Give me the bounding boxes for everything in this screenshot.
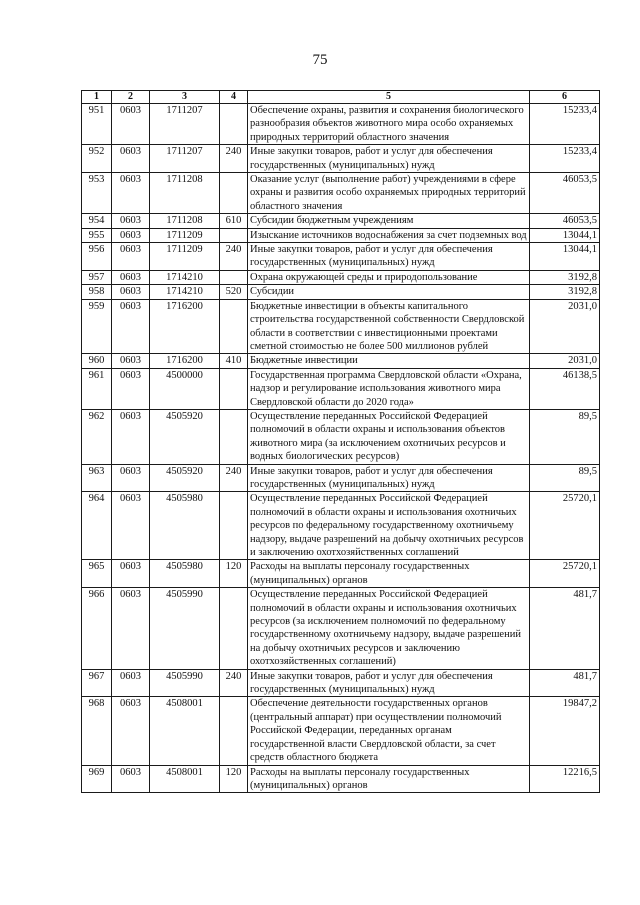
amount: 3192,8 — [530, 270, 600, 284]
table-row — [82, 285, 600, 299]
amount: 13044,1 — [530, 228, 600, 242]
expense-name: Оказание услуг (выполнение работ) учреждениями в сфере охраны и развития особо охраняемых природных территорий областного значения — [248, 173, 530, 214]
section-code: 0603 — [112, 354, 150, 368]
amount: 12216,5 — [530, 765, 600, 793]
section-code: 0603 — [112, 243, 150, 271]
table-row — [82, 299, 600, 354]
section-code: 0603 — [112, 492, 150, 560]
row-number: 956 — [82, 243, 112, 271]
expense-type-code: 240 — [220, 464, 248, 492]
budget-table — [81, 90, 600, 793]
row-number: 955 — [82, 228, 112, 242]
table-row — [82, 354, 600, 368]
target-article-code: 4505990 — [150, 588, 220, 669]
page-number: 75 — [312, 52, 328, 68]
row-number: 966 — [82, 588, 112, 669]
table-row — [82, 588, 600, 669]
expense-type-code — [220, 409, 248, 464]
expense-name: Государственная программа Свердловской области «Охрана, надзор и регулирование использования животного мира Свердловской области до 2020 года» — [248, 368, 530, 409]
target-article-code: 4505990 — [150, 669, 220, 697]
row-number: 961 — [82, 368, 112, 409]
row-number: 963 — [82, 464, 112, 492]
row-number: 959 — [82, 299, 112, 354]
target-article-code: 4508001 — [150, 697, 220, 765]
section-code: 0603 — [112, 228, 150, 242]
expense-name: Охрана окружающей среды и природопользование — [248, 270, 530, 284]
expense-name: Осуществление переданных Российской Федерацией полномочий в области охраны и использования охотничьих ресурсов (за исключением полномочий по федеральному государственному охотничьему надзору, выдаче разрешений на добычу охотничьих ресурсов и заключению охотхозяйственных соглашений) — [248, 588, 530, 669]
amount: 46138,5 — [530, 368, 600, 409]
column-header: 1 — [82, 91, 112, 104]
table-row — [82, 697, 600, 765]
column-header: 3 — [150, 91, 220, 104]
section-code: 0603 — [112, 368, 150, 409]
section-code: 0603 — [112, 285, 150, 299]
row-number: 960 — [82, 354, 112, 368]
amount: 15233,4 — [530, 145, 600, 173]
expense-name: Бюджетные инвестиции — [248, 354, 530, 368]
target-article-code: 4500000 — [150, 368, 220, 409]
expense-name: Иные закупки товаров, работ и услуг для обеспечения государственных (муниципальных) нужд — [248, 243, 530, 271]
target-article-code: 1711208 — [150, 173, 220, 214]
section-code: 0603 — [112, 697, 150, 765]
target-article-code: 4505920 — [150, 464, 220, 492]
section-code: 0603 — [112, 464, 150, 492]
table-row — [82, 173, 600, 214]
target-article-code: 1711209 — [150, 228, 220, 242]
table-row — [82, 145, 600, 173]
table-row — [82, 214, 600, 228]
expense-type-code — [220, 588, 248, 669]
expense-type-code — [220, 492, 248, 560]
row-number: 952 — [82, 145, 112, 173]
column-header: 6 — [530, 91, 600, 104]
amount: 2031,0 — [530, 299, 600, 354]
row-number: 957 — [82, 270, 112, 284]
target-article-code: 4505920 — [150, 409, 220, 464]
table-row — [82, 492, 600, 560]
section-code: 0603 — [112, 560, 150, 588]
section-code: 0603 — [112, 270, 150, 284]
amount: 46053,5 — [530, 214, 600, 228]
target-article-code: 4505980 — [150, 492, 220, 560]
amount: 25720,1 — [530, 560, 600, 588]
row-number: 962 — [82, 409, 112, 464]
section-code: 0603 — [112, 104, 150, 145]
target-article-code: 1711207 — [150, 104, 220, 145]
expense-type-code: 120 — [220, 765, 248, 793]
row-number: 958 — [82, 285, 112, 299]
amount: 19847,2 — [530, 697, 600, 765]
section-code: 0603 — [112, 765, 150, 793]
expense-type-code: 240 — [220, 243, 248, 271]
expense-type-code: 520 — [220, 285, 248, 299]
amount: 15233,4 — [530, 104, 600, 145]
amount: 481,7 — [530, 669, 600, 697]
section-code: 0603 — [112, 145, 150, 173]
expense-name: Бюджетные инвестиции в объекты капитального строительства государственной собственности Свердловской области в соответствии с инвестиционными проектами сметной стоимостью не более 500 миллионов рублей — [248, 299, 530, 354]
column-header: 5 — [248, 91, 530, 104]
expense-type-code — [220, 104, 248, 145]
expense-type-code: 120 — [220, 560, 248, 588]
expense-name: Расходы на выплаты персоналу государственных (муниципальных) органов — [248, 765, 530, 793]
expense-name: Иные закупки товаров, работ и услуг для обеспечения государственных (муниципальных) нужд — [248, 145, 530, 173]
target-article-code: 1711209 — [150, 243, 220, 271]
row-number: 951 — [82, 104, 112, 145]
table-body — [82, 104, 600, 793]
row-number: 954 — [82, 214, 112, 228]
expense-type-code: 410 — [220, 354, 248, 368]
amount: 89,5 — [530, 464, 600, 492]
section-code: 0603 — [112, 173, 150, 214]
table-header-row — [82, 91, 600, 104]
amount: 89,5 — [530, 409, 600, 464]
target-article-code: 1711207 — [150, 145, 220, 173]
expense-type-code — [220, 173, 248, 214]
amount: 3192,8 — [530, 285, 600, 299]
table-row — [82, 669, 600, 697]
section-code: 0603 — [112, 669, 150, 697]
amount: 481,7 — [530, 588, 600, 669]
column-header: 2 — [112, 91, 150, 104]
expense-type-code — [220, 368, 248, 409]
table-row — [82, 104, 600, 145]
target-article-code: 1716200 — [150, 354, 220, 368]
target-article-code: 4508001 — [150, 765, 220, 793]
amount: 13044,1 — [530, 243, 600, 271]
target-article-code: 1716200 — [150, 299, 220, 354]
expense-name: Субсидии — [248, 285, 530, 299]
target-article-code: 4505980 — [150, 560, 220, 588]
table-row — [82, 464, 600, 492]
expense-type-code: 610 — [220, 214, 248, 228]
expense-type-code: 240 — [220, 145, 248, 173]
amount: 46053,5 — [530, 173, 600, 214]
expense-type-code — [220, 228, 248, 242]
row-number: 967 — [82, 669, 112, 697]
expense-type-code — [220, 270, 248, 284]
expense-type-code — [220, 299, 248, 354]
expense-name: Обеспечение деятельности государственных органов (центральный аппарат) при осуществлении полномочий Российской Федерации, переданных органам государственной власти Свердловской области, за счет средств областного бюджета — [248, 697, 530, 765]
table-row — [82, 228, 600, 242]
table-row — [82, 765, 600, 793]
expense-name: Осуществление переданных Российской Федерацией полномочий в области охраны и использования охотничьих ресурсов по федеральному государственному охотничьему надзору, выдаче разрешений на добычу охотничьих ресурсов и заключению охотхозяйственных соглашений — [248, 492, 530, 560]
section-code: 0603 — [112, 588, 150, 669]
expense-name: Иные закупки товаров, работ и услуг для обеспечения государственных (муниципальных) нужд — [248, 464, 530, 492]
section-code: 0603 — [112, 214, 150, 228]
table-row — [82, 368, 600, 409]
expense-type-code: 240 — [220, 669, 248, 697]
column-header: 4 — [220, 91, 248, 104]
amount: 25720,1 — [530, 492, 600, 560]
row-number: 964 — [82, 492, 112, 560]
target-article-code: 1714210 — [150, 270, 220, 284]
expense-type-code — [220, 697, 248, 765]
expense-name: Осуществление переданных Российской Федерацией полномочий в области охраны и использования объектов животного мира (за исключением охотничьих ресурсов и водных биологических ресурсов) — [248, 409, 530, 464]
expense-name: Расходы на выплаты персоналу государственных (муниципальных) органов — [248, 560, 530, 588]
expense-name: Обеспечение охраны, развития и сохранения биологического разнообразия объектов животного мира особо охраняемых природных территорий областного значения — [248, 104, 530, 145]
expense-name: Изыскание источников водоснабжения за счет подземных вод — [248, 228, 530, 242]
table-row — [82, 409, 600, 464]
expense-name: Субсидии бюджетным учреждениям — [248, 214, 530, 228]
row-number: 965 — [82, 560, 112, 588]
target-article-code: 1711208 — [150, 214, 220, 228]
section-code: 0603 — [112, 409, 150, 464]
row-number: 953 — [82, 173, 112, 214]
target-article-code: 1714210 — [150, 285, 220, 299]
expense-name: Иные закупки товаров, работ и услуг для обеспечения государственных (муниципальных) нужд — [248, 669, 530, 697]
table-row — [82, 270, 600, 284]
row-number: 969 — [82, 765, 112, 793]
section-code: 0603 — [112, 299, 150, 354]
table-row — [82, 243, 600, 271]
table-row — [82, 560, 600, 588]
row-number: 968 — [82, 697, 112, 765]
amount: 2031,0 — [530, 354, 600, 368]
